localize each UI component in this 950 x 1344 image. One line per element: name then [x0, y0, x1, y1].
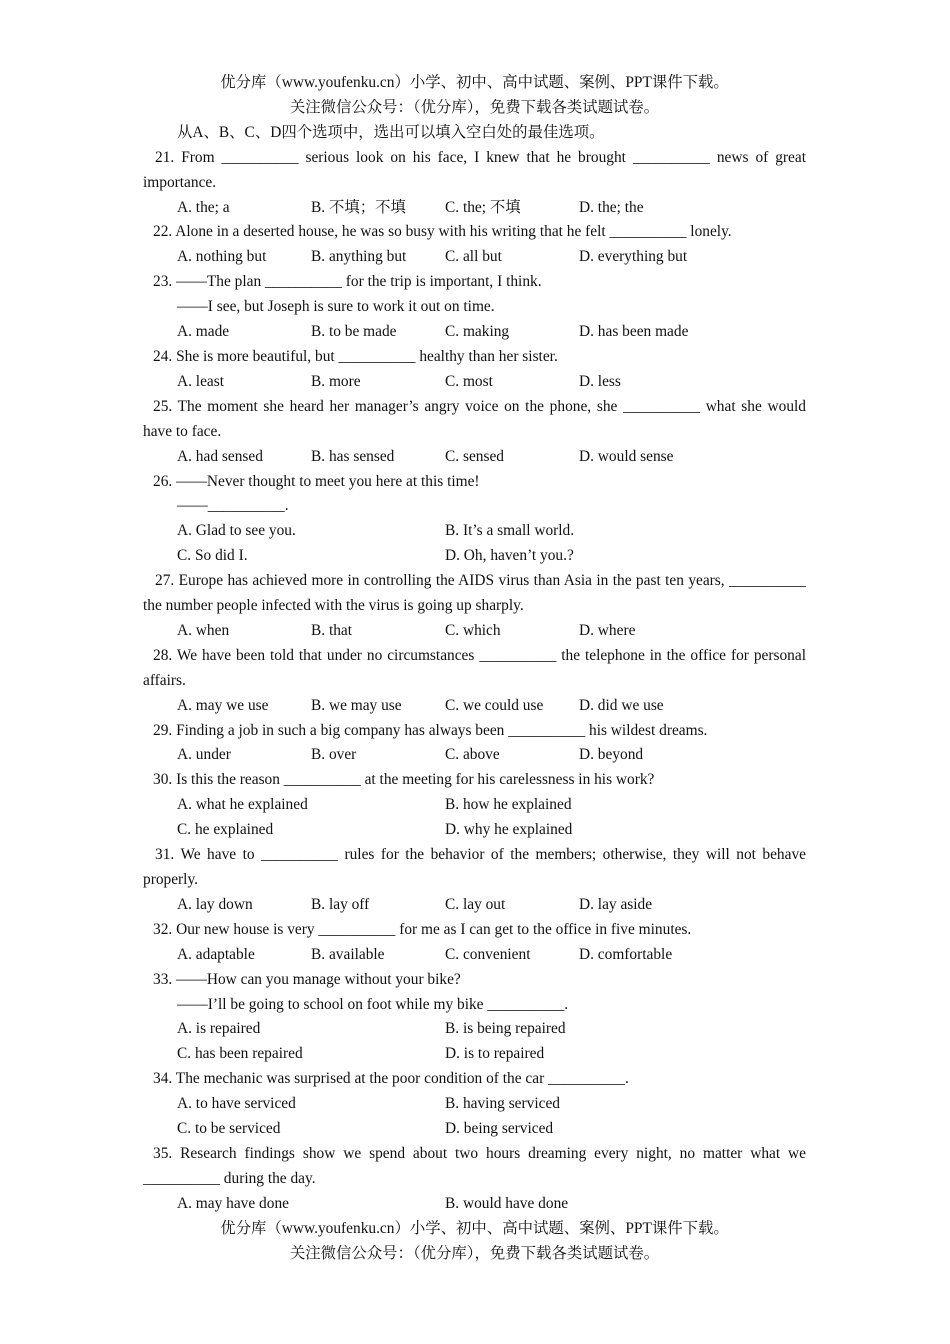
question-23-stem: 23. ——The plan __________ for the trip is important, I think.	[153, 273, 542, 291]
option-b: B. would have done	[445, 1194, 569, 1212]
question-25-stem: 25. The moment she heard her manager’s angry voice on the phone, she __________ what she would have to face.	[143, 397, 806, 440]
header-line-1: 优分库（www.youfenku.cn）小学、初中、高中试题、案例、PPT课件下载。	[220, 74, 729, 91]
option-a: A. may we use	[177, 696, 269, 714]
option-c: C. most	[445, 372, 493, 390]
option-d: D. less	[579, 372, 621, 390]
question-26-reply: ——__________.	[177, 497, 289, 515]
question-25-options	[143, 445, 806, 470]
question-23-options	[143, 320, 806, 345]
question-22-options	[143, 245, 806, 270]
option-a: A. made	[177, 323, 230, 341]
question-30-options-row-2	[143, 818, 806, 843]
question-26-options-row-2	[143, 544, 806, 569]
option-c: C. we could use	[445, 696, 544, 714]
question-35-options-row-1	[143, 1192, 806, 1217]
option-a: A. nothing but	[177, 248, 267, 266]
option-a: A. adaptable	[177, 945, 255, 963]
option-b: B. 不填；不填	[311, 198, 406, 216]
option-b: B. anything but	[311, 248, 407, 266]
option-d: D. being serviced	[445, 1120, 554, 1138]
option-b: B. over	[311, 746, 357, 764]
question-30-stem: 30. Is this the reason __________ at the meeting for his carelessness in his work?	[153, 771, 655, 789]
question-32-stem: 32. Our new house is very __________ for me as I can get to the office in five minutes.	[153, 920, 692, 938]
question-33-stem: 33. ——How can you manage without your bike?	[153, 970, 461, 988]
option-a: A. may have done	[177, 1194, 289, 1212]
option-b: B. available	[311, 945, 385, 963]
option-b: B. more	[311, 372, 361, 390]
question-34-options-row-1	[143, 1092, 806, 1117]
option-a: A. what he explained	[177, 796, 308, 814]
question-33-reply: ——I’ll be going to school on foot while my bike __________.	[177, 995, 569, 1013]
option-d: D. is to repaired	[445, 1045, 545, 1063]
option-a: A. Glad to see you.	[177, 522, 296, 540]
option-b: B. having serviced	[445, 1095, 560, 1113]
question-31-options	[143, 893, 806, 918]
option-b: B. we may use	[311, 696, 402, 714]
option-b: B. It’s a small world.	[445, 522, 575, 540]
exam-page	[143, 71, 806, 1267]
question-32-options	[143, 943, 806, 968]
option-d: D. beyond	[579, 746, 644, 764]
option-c: C. sensed	[445, 447, 504, 465]
option-d: D. comfortable	[579, 945, 673, 963]
option-d: D. lay aside	[579, 895, 653, 913]
option-a: A. lay down	[177, 895, 253, 913]
option-c: C. above	[445, 746, 500, 764]
header-line-2: 关注微信公众号：（优分库），免费下载各类试题试卷。	[289, 98, 660, 116]
question-29-stem: 29. Finding a job in such a big company has always been __________ his wildest dreams.	[153, 721, 708, 739]
question-35-stem: 35. Research findings show we spend about two hours dreaming every night, no matter what we __________ during the day.	[143, 1144, 806, 1187]
option-a: A. least	[177, 372, 225, 390]
option-c: C. So did I.	[177, 547, 248, 565]
question-21-stem: 21. From __________ serious look on his face, I knew that he brought __________ news of great importance.	[143, 148, 806, 191]
option-d: D. Oh, haven’t you.?	[445, 547, 574, 565]
option-c: C. making	[445, 323, 510, 341]
option-a: A. had sensed	[177, 447, 263, 465]
question-29-options	[143, 743, 806, 768]
footer-line-2: 关注微信公众号：（优分库），免费下载各类试题试卷。	[289, 1244, 660, 1262]
option-c: C. the; 不填	[445, 198, 521, 216]
option-c: C. to be serviced	[177, 1120, 281, 1138]
question-33-options-row-2	[143, 1042, 806, 1067]
option-b: B. has sensed	[311, 447, 395, 465]
option-c: C. which	[445, 621, 501, 639]
question-28-stem: 28. We have been told that under no circumstances __________ the telephone in the office for personal affairs.	[143, 646, 806, 689]
footer-line-1: 优分库（www.youfenku.cn）小学、初中、高中试题、案例、PPT课件下载。	[220, 1219, 729, 1237]
option-b: B. is being repaired	[445, 1020, 566, 1038]
option-a: A. when	[177, 621, 230, 639]
option-d: D. why he explained	[445, 821, 573, 839]
question-26-stem: 26. ——Never thought to meet you here at this time!	[153, 472, 480, 490]
question-22-stem: 22. Alone in a deserted house, he was so busy with his writing that he felt __________ lonely.	[153, 223, 732, 241]
option-b: B. how he explained	[445, 796, 572, 814]
question-23-reply: ——I see, but Joseph is sure to work it out on time.	[177, 298, 495, 316]
question-28-options	[143, 694, 806, 719]
instruction: 从A、B、C、D四个选项中，选出可以填入空白处的最佳选项。	[177, 123, 605, 141]
question-24-stem: 24. She is more beautiful, but __________ healthy than her sister.	[153, 347, 558, 365]
question-27-options	[143, 619, 806, 644]
option-c: C. he explained	[177, 821, 274, 839]
option-d: D. would sense	[579, 447, 674, 465]
option-d: D. the; the	[579, 198, 644, 216]
option-b: B. to be made	[311, 323, 397, 341]
question-26-options-row-1	[143, 519, 806, 544]
option-c: C. lay out	[445, 895, 506, 913]
option-c: C. convenient	[445, 945, 531, 963]
option-c: C. all but	[445, 248, 502, 266]
question-34-options-row-2	[143, 1117, 806, 1142]
option-c: C. has been repaired	[177, 1045, 303, 1063]
question-27-stem: 27. Europe has achieved more in controlling the AIDS virus than Asia in the past ten years, __________ the number people infected with the virus is going up sharply.	[143, 572, 806, 615]
question-33-options-row-1	[143, 1017, 806, 1042]
option-a: A. the; a	[177, 198, 230, 216]
option-b: B. that	[311, 621, 353, 639]
option-d: D. everything but	[579, 248, 688, 266]
option-a: A. under	[177, 746, 231, 764]
option-a: A. to have serviced	[177, 1095, 296, 1113]
question-24-options	[143, 370, 806, 395]
question-30-options-row-1	[143, 793, 806, 818]
option-b: B. lay off	[311, 895, 370, 913]
question-34-stem: 34. The mechanic was surprised at the poor condition of the car __________.	[153, 1070, 629, 1088]
question-31-stem: 31. We have to __________ rules for the behavior of the members; otherwise, they will not behave properly.	[143, 846, 806, 888]
option-a: A. is repaired	[177, 1020, 261, 1038]
option-d: D. has been made	[579, 323, 689, 341]
option-d: D. where	[579, 621, 636, 639]
option-d: D. did we use	[579, 696, 664, 714]
question-21-options	[143, 196, 806, 221]
